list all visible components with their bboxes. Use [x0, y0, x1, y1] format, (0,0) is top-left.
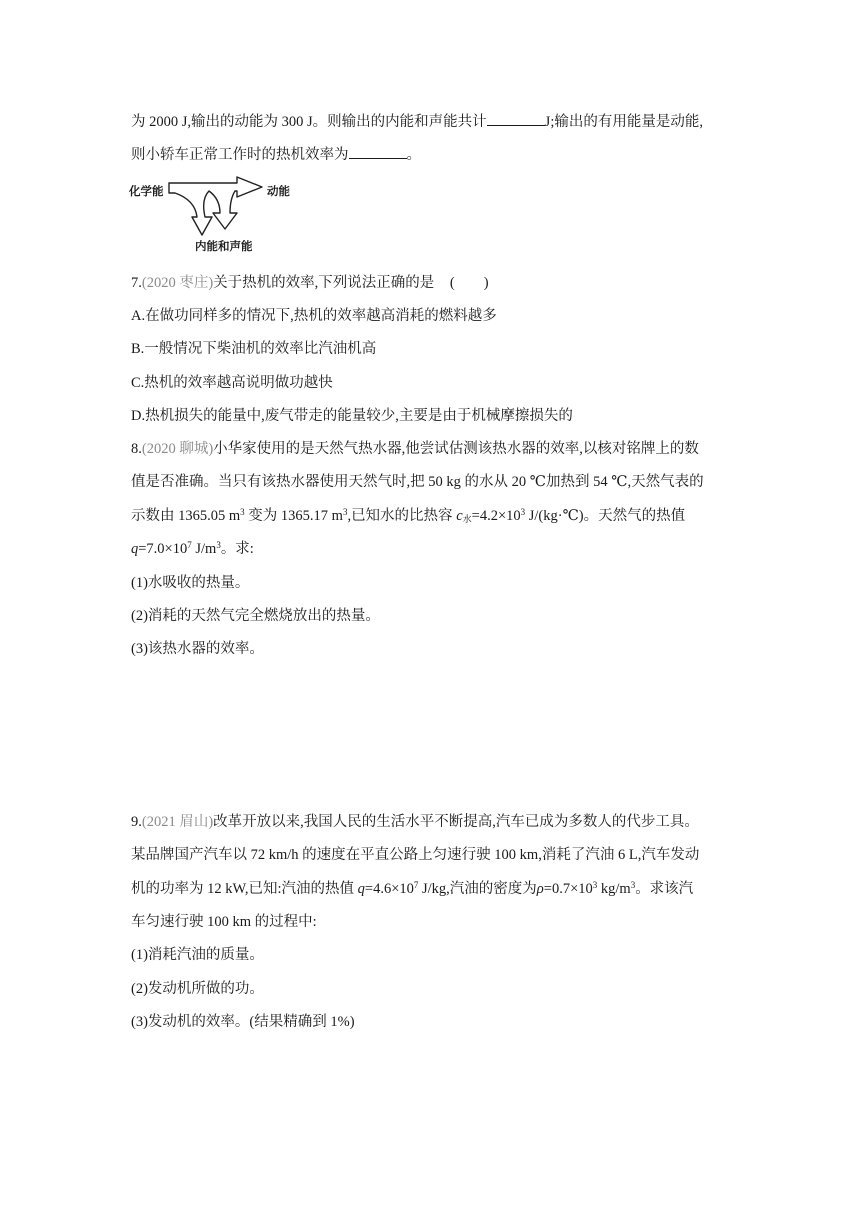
q7-option-c: C.热机的效率越高说明做功越快 [131, 375, 333, 391]
q6-line-1: 为 2000 J,输出的动能为 300 J。则输出的内能和声能共计 J;输出的有用能量是动能, [131, 111, 703, 132]
q9-line-4: 车匀速行驶 100 km 的过程中: [131, 914, 317, 930]
q6-line-2: 则小轿车正常工作时的热机效率为 。 [131, 144, 421, 165]
q9-source: (2021 眉山) [141, 814, 214, 830]
q8-sub-2: (2)消耗的天然气完全燃烧放出的热量。 [131, 608, 380, 624]
q6-blank-1[interactable] [487, 111, 545, 126]
q7-option-d: D.热机损失的能量中,废气带走的能量较少,主要是由于机械摩擦损失的 [131, 408, 573, 424]
q8-source: (2020 聊城) [141, 441, 214, 457]
q8-sub-3: (3)该热水器的效率。 [131, 641, 264, 657]
energy-flow-diagram [127, 175, 290, 257]
q6-blank-2[interactable] [349, 144, 407, 159]
q8-line-4: $q=7.0\times 10^7$ $J/m^3$。求: [131, 540, 254, 557]
q8-line-3: 示数由 1365.05 $m^3$ 变为 1365.17 $m^3$,已知水的比热容 $c_水=4.2\times 10^3$ J/(kg·℃)。天然气的热值 [131, 507, 686, 524]
q7-answer-bracket[interactable]: ( ) [449, 275, 489, 291]
q7-source: (2020 枣庄) [141, 275, 214, 291]
q8-sub-1: (1)水吸收的热量。 [131, 575, 250, 591]
chemical-energy-label: 化学能 [129, 184, 164, 198]
q7-stem: 7.(2020 枣庄)关于热机的效率,下列说法正确的是 ( ) [131, 275, 489, 291]
q9-sub-3: (3)发动机的效率。(结果精确到 1%) [131, 1014, 355, 1030]
q9-sub-2: (2)发动机所做的功。 [131, 981, 264, 997]
q7-option-b: B.一般情况下柴油机的效率比汽油机高 [131, 341, 377, 357]
q9-sub-1: (1)消耗汽油的质量。 [131, 947, 264, 963]
kinetic-energy-label: 动能 [267, 184, 290, 198]
q8-line-2: 值是否准确。当只有该热水器使用天然气时,把 50 kg 的水从 20 ℃加热到 54 ℃,天然气表的 [131, 474, 704, 490]
q9-line-2: 某品牌国产汽车以 72 km/h 的速度在平直公路上匀速行驶 100 km,消耗了汽油 6 L,汽车发动 [131, 847, 700, 863]
q9-line-3: 机的功率为 12 kW,已知:汽油的热值 $q=4.6\times 10^7$ J/kg,汽油的密度为$\rho=0.7\times 10^3$ $kg/m^3$。求该汽 [131, 880, 694, 897]
q9-line-1: 9.(2021 眉山)改革开放以来,我国人民的生活水平不断提高,汽车已成为多数人的代步工具。 [131, 814, 699, 830]
internal-sound-energy-label: 内能和声能 [195, 239, 253, 253]
q7-option-a: A.在做功同样多的情况下,热机的效率越高消耗的燃料越多 [131, 308, 497, 324]
q8-line-1: 8.(2020 聊城)小华家使用的是天然气热水器,他尝试估测该热水器的效率,以核对铭牌上的数 [131, 441, 699, 457]
